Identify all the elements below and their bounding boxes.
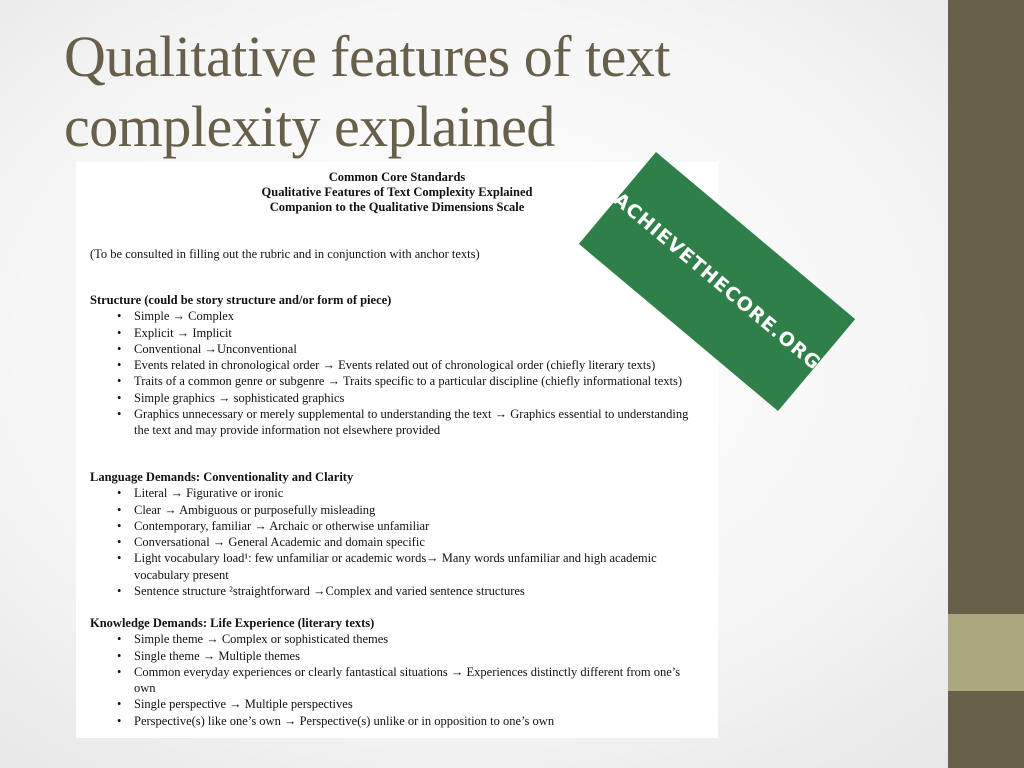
list-item: • Simple → Complex xyxy=(117,309,234,324)
list-item: • Graphics unnecessary or merely supplemental to understanding the text → Graphics essential to understanding the text and may provide information not elsewhere provided xyxy=(117,407,689,438)
section-heading: Language Demands: Conventionality and Clarity xyxy=(90,470,354,484)
section-structure xyxy=(90,292,710,439)
section-heading: Structure (could be story structure and/or form of piece) xyxy=(90,293,392,307)
document-header-line: Common Core Standards xyxy=(328,170,466,184)
list-item: • Explicit → Implicit xyxy=(117,325,232,340)
list-item: • Conversational → General Academic and domain specific xyxy=(117,535,425,550)
list-item: • Single theme → Multiple themes xyxy=(117,648,300,663)
list-item: • Contemporary, familiar → Archaic or otherwise unfamiliar xyxy=(117,518,430,533)
section-knowledge-demands xyxy=(90,615,710,729)
sidebar-accent-block xyxy=(948,614,1024,691)
document-note: (To be consulted in filling out the rubric and in conjunction with anchor texts) xyxy=(90,247,480,261)
list-item: • Single perspective → Multiple perspectives xyxy=(117,697,353,712)
list-item: • Conventional →Unconventional xyxy=(117,341,297,356)
section-language-demands xyxy=(90,469,710,599)
section-list xyxy=(90,631,710,729)
slide-title-line-1: Qualitative features of text xyxy=(64,24,671,89)
section-list xyxy=(90,308,710,438)
list-item: • Events related in chronological order → Events related out of chronological order (chiefly literary texts) xyxy=(117,358,656,373)
section-heading: Knowledge Demands: Life Experience (literary texts) xyxy=(90,616,375,630)
list-item: • Sentence structure ²straightforward →Complex and varied sentence structures xyxy=(117,584,525,599)
slide-title xyxy=(64,22,864,162)
list-item: • Clear → Ambiguous or purposefully misleading xyxy=(117,502,376,517)
list-item: • Simple theme → Complex or sophisticated themes xyxy=(117,632,389,647)
slide-title-line-2: complexity explained xyxy=(64,94,555,159)
list-item: • Perspective(s) like one’s own → Perspective(s) unlike or in opposition to one’s own xyxy=(117,713,555,728)
list-item: • Simple graphics → sophisticated graphics xyxy=(117,390,345,405)
list-item: • Literal → Figurative or ironic xyxy=(117,486,284,501)
list-item: • Light vocabulary load¹: few unfamiliar or academic words→ Many words unfamiliar and high academic vocabulary present xyxy=(117,551,657,582)
stamp-text: ACHIEVETHECORE.ORG xyxy=(609,188,825,375)
list-item: • Traits of a common genre or subgenre → Traits specific to a particular discipline (chiefly informational texts) xyxy=(117,374,683,389)
document-header-line: Qualitative Features of Text Complexity Explained xyxy=(261,185,533,199)
document-header-line: Companion to the Qualitative Dimensions Scale xyxy=(269,200,525,214)
section-list xyxy=(90,485,710,599)
list-item: • Common everyday experiences or clearly fantastical situations → Experiences distinctly different from one’s own xyxy=(117,664,681,696)
